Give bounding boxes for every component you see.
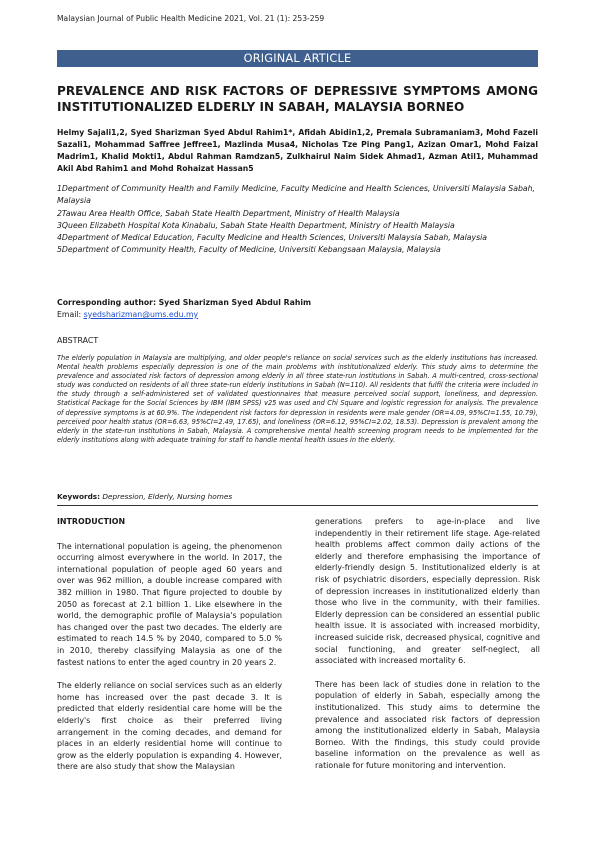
left-column [57, 516, 282, 785]
affiliation-2: 2Tawau Area Health Office, Sabah State Health Department, Ministry of Health Malaysia [57, 208, 400, 218]
journal-header: Malaysian Journal of Public Health Medicine 2021, Vol. 21 (1): 253-259 [57, 14, 325, 23]
affiliation-1: 1Department of Community Health and Family Medicine, Faculty Medicine and Health Sciences, Universiti Malaysia Sabah, Malaysia [57, 184, 535, 206]
affiliation-4: 4Department of Medical Education, Faculty Medicine and Health Sciences, Universiti Malaysia Sabah, Malaysia [57, 233, 488, 243]
email-label: Email: [57, 310, 82, 319]
email-link[interactable]: syedsharizman@ums.edu.my [83, 310, 199, 319]
keywords [57, 492, 538, 501]
corresponding-author [57, 297, 538, 321]
paragraph: generations prefers to age-in-place and live independently in their retirement life stage. Age-related health problems affect common daily actions of the elderly and therefore emphasising the importance of elderly-friendly design 5. Institutionalized elderly is at risk of psychiatric disorders, especially depression. Risk of depression increases in institutionalized elderly than those who live in the community, with their families. Elderly depression can be considered an essential public health issue. It is associated with increased morbidity, increased suicide risk, decreased physical, cognitive and social functioning, and greater self-neglect, all associated with increased mortality 6. [315, 517, 540, 666]
section-divider [57, 505, 538, 506]
article-type-banner: ORIGINAL ARTICLE [57, 50, 538, 67]
affiliation-5: 5Department of Community Health, Faculty of Medicine, Universiti Kebangsaan Malaysia, Malaysia [57, 245, 441, 255]
article-title: PREVALENCE AND RISK FACTORS OF DEPRESSIVE SYMPTOMS AMONG INSTITUTIONALIZED ELDERLY IN SABAH, MALAYSIA BORNEO [57, 84, 538, 114]
paragraph: There has been lack of studies done in relation to the population of elderly in Sabah, especially among the institutionalized. This study aims to determine the prevalence and associated risk factors of depression among the institutionalized elderly in Sabah, Malaysia Borneo. With the findings, this study could provide baseline information on the prevalence as well as rationale for future monitoring and intervention. [315, 679, 540, 770]
paragraph: The elderly reliance on social services such as an elderly home has increased over the past decade 3. It is predicted that elderly residential care home will be the elderly's first choice as their preferred living arrangement in the coming decades, and demand for places in an elderly residential home will continue to grow as the elderly population is expanding 4. However, there are also study that show the Malaysian [57, 681, 282, 772]
paragraph: The international population is ageing, the phenomenon occurring almost everywhere in the world. In 2017, the international population of people aged 60 years and over was 962 million, a double increase compared with 382 million in 1980. That figure projected to double by 2050 as forecast at 2.1 billion 1. Like elsewhere in the world, the demographic profile of Malaysia's population has changed over the past two decades. The elderly are estimated to reach 14.5 % by 2040, compared to 5.0 % in 2010, thereby classifying Malaysia as one of the fastest nations to enter the aged country in 20 years 2. [57, 541, 282, 667]
abstract-text: The elderly population in Malaysia are multiplying, and older people's reliance on social services such as the elderly institutions has increased. Mental health problems especially depression is one of the main problems with institutionalized elderly. This study aims to determine the prevalence and associated risk factors of depression among elderly in all three state-run institutions in Sabah. A multi-centred, cross-sectional study was conducted on residents of all three state-run elderly institutions in Sabah (N=110). All residents that fulfil the criteria were included in the study through a self-administered set of validated questionnaires that measure perceived social support, loneliness, and depression. Statistical Package for the Social Sciences by IBM (IBM SPSS) v25 was used and Chi Square and logistic regression for analysis. The prevalence of depressive symptoms is at 60.9%. The independent risk factors for depression in residents were male gender (OR=4.09, 95%CI=1.55, 10.79), perceived poor health status (OR=6.63, 95%CI=2.49, 17.65), and loneliness (OR=6.12, 95%CI=2.02, 18.53). Depression is prevalent among the elderly in the state-run institutions in Sabah, Malaysia. A comprehensive mental health screening program needs to be implemented for the elderly institutions along with adequate training for staff to handle mental health issues in the elderly. [57, 354, 538, 444]
affiliations [57, 183, 538, 257]
corresponding-name: Syed Sharizman Syed Abdul Rahim [158, 298, 312, 307]
keywords-label: Keywords: [57, 492, 101, 501]
introduction-heading: INTRODUCTION [57, 517, 126, 526]
corresponding-label: Corresponding author: [57, 298, 157, 307]
author-list: Helmy Sajali1,2, Syed Sharizman Syed Abdul Rahim1*, Afidah Abidin1,2, Premala Subramaniam3, Mohd Fazeli Sazali1, Mohammad Saffree Jeffree1, Mazlinda Musa4, Nicholas Tze Ping Pang1, Azizan Omar1, Mohd Faizal Madrim1, Khalid Mokti1, Abdul Rahman Ramdzan5, Zulkhairul Naim Sidek Ahmad1, Azman Atil1, Muhammad Akil Abd Rahim1 and Mohd Rohaizat Hassan5 [57, 128, 538, 173]
right-column [315, 516, 540, 783]
keywords-value: Depression, Elderly, Nursing homes [102, 492, 233, 501]
abstract-heading: ABSTRACT [57, 336, 99, 345]
affiliation-3: 3Queen Elizabeth Hospital Kota Kinabalu, Sabah State Health Department, Ministry of Health Malaysia [57, 220, 455, 230]
